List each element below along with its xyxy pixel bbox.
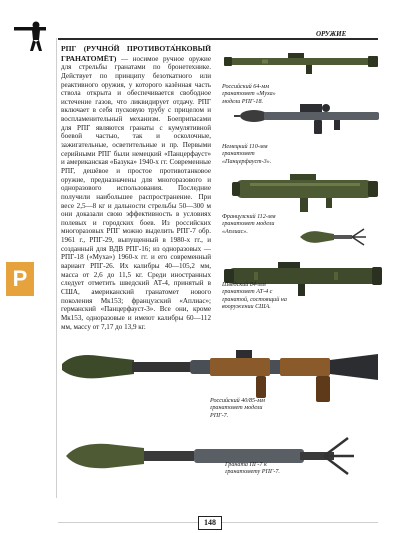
apilas-grenade-illustration bbox=[298, 226, 370, 248]
caption-rpg7: Российский 40/85-мм гранатомет модели РПГ-7. bbox=[210, 398, 265, 419]
article-text bbox=[61, 44, 211, 331]
panzerfaust3-illustration bbox=[234, 96, 384, 140]
alphabet-tab: Р bbox=[6, 262, 34, 296]
caption-apilas: Французский 112-мм гранатомет модели «Аплиас». bbox=[222, 214, 276, 235]
page-number: 148 bbox=[198, 516, 222, 530]
caption-rpg18: Российский 64-мм гранатомет «Муха» модели РПГ-18. bbox=[222, 84, 276, 105]
apilas-illustration bbox=[230, 170, 380, 216]
section-label: ОРУЖИЕ bbox=[316, 30, 347, 38]
caption-at4: Шведский 84-мм гранатомет АТ-4 с гранатой, состоящий на вооружении США. bbox=[222, 282, 287, 310]
soldier-with-launcher-icon bbox=[8, 18, 48, 52]
article-headword: РПГ (РУЧНО́Й ПРОТИВОТА́НКОВЫЙ ГРАНАТОМЁТ) bbox=[61, 44, 211, 63]
article-body: — носимое ручное оружие для стрельбы гранатами по бронетехнике. Действует по принципу безоткатного или реактивного оружия, у которого казённая часть ствола открыта и обеспечивается свободное истечение газов, что ликвидирует отдачу. РПГ включает в себя пусковую трубу с прицелом и воспламенительный механизм. Боеприпасами для РПГ являются гранаты с кумулятивной боевой частью, так и осколочные, зажигательные, осветительные и пр. Первыми серийными РПГ были немецкий «Панцерфауст» и американская «Базука» 1940-х гг. Современные РПГ, дешёвое и простое противотанковое оружие, предназначены для многоразового и одноразового использования. Последние получили наибольшее распространение. При весе 2,5—8 кг и дальности стрельбы 50—300 м они доказали свою эффективность в условиях полевых и городских боев. Из российских многоразовых РПГ можно выделить РПГ-7 обр. 1961 г., РПГ-29, выпущенный в 1980-х гг., и созданный для ВДВ РПГ-16; из одноразовых — РПГ-18 («Муха») 1960-х гг. и его современный вариант РПГ-26. Их калибры 40—105,2 мм, масса от 2,6 до 11,5 кг. Среди иностранных следует отметить шведский АТ-4, принятый в США, американский гранатомет нового поколения Мк153; французский «Аплиас»; германский «Панцерфауст-3». Все они, кроме Мк153, одноразовые и имеют калибры 60—112 мм, массу от 7,17 до 13,9 кг. bbox=[61, 54, 211, 331]
header-rule bbox=[58, 38, 378, 40]
rpg18-illustration bbox=[222, 44, 382, 80]
margin-rule bbox=[56, 38, 57, 498]
pg7-grenade-illustration bbox=[64, 434, 360, 478]
caption-pg7: Граната ПГ-7 к гранатомету РПГ-7. bbox=[225, 462, 280, 476]
caption-panzerfaust3: Немецкий 110-мм гранатомет «Панцерфауст-3». bbox=[222, 144, 272, 165]
